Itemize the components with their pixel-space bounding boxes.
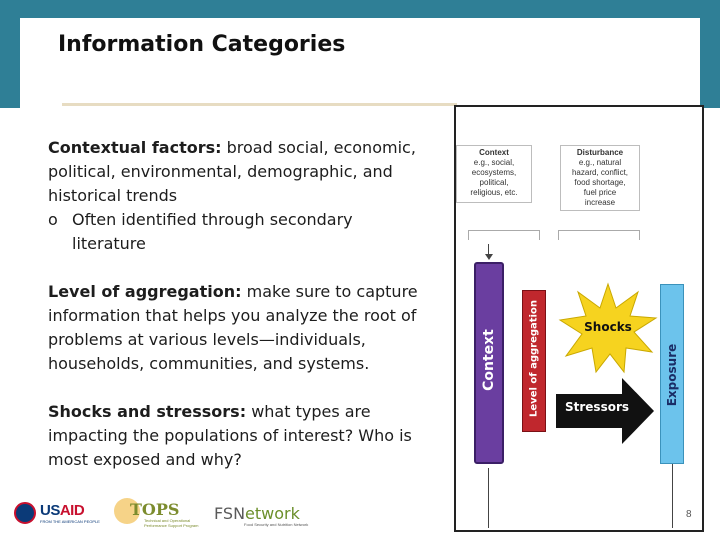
- title-divider: [62, 103, 457, 106]
- shocks-label: Shocks: [584, 320, 632, 334]
- context-box-line: ecosystems,: [471, 168, 517, 177]
- disturbance-example-box: [560, 145, 640, 211]
- bullet-aggregation-label: Level of aggregation:: [48, 282, 242, 301]
- bullet-shocks-text: what types are impacting the populations of interest? Who is most exposed and why?: [48, 402, 412, 469]
- context-box-line: religious, etc.: [470, 188, 518, 197]
- exposure-bar-label: Exposure: [665, 343, 679, 407]
- context-bracket: [468, 230, 540, 240]
- fsn-network-logo: [214, 498, 309, 530]
- disturbance-bracket: [558, 230, 640, 240]
- disturbance-box-line: fuel price: [583, 188, 617, 197]
- context-bar-label: Context: [481, 329, 497, 391]
- usaid-tagline: FROM THE AMERICAN PEOPLE: [40, 519, 100, 524]
- disturbance-box-line: e.g., natural: [578, 158, 622, 167]
- bullet-contextual: [48, 136, 428, 256]
- tops-logo: [114, 498, 202, 530]
- tops-tagline: Technical and Operational Performance Support Program: [144, 518, 199, 528]
- context-bottom-line: [488, 468, 489, 528]
- context-example-box: [456, 145, 532, 203]
- context-box-line: e.g., social,: [473, 158, 515, 167]
- slide-title: Information Categories: [58, 32, 346, 57]
- usaid-logo: [14, 498, 98, 530]
- fsn-wordmark: FSNetwork: [214, 504, 300, 523]
- bullet-contextual-label: Contextual factors:: [48, 138, 222, 157]
- context-box-line: political,: [479, 178, 509, 187]
- sub-bullet-text: Often identified through secondary literature: [72, 210, 353, 253]
- bullet-shocks-label: Shocks and stressors:: [48, 402, 247, 421]
- disturbance-box-line: increase: [584, 198, 616, 207]
- usaid-seal-icon: [14, 502, 36, 524]
- bullet-aggregation: [48, 280, 428, 376]
- sub-bullet-secondary: [48, 208, 428, 256]
- usaid-wordmark: USAID: [40, 502, 85, 519]
- bullet-shocks: [48, 400, 428, 472]
- bullet-list: [48, 136, 428, 496]
- fsn-tagline: Food Security and Nutrition Network: [244, 522, 309, 527]
- sub-bullet-marker: o: [48, 210, 58, 229]
- context-arrow-head: [485, 254, 493, 260]
- stressors-label: Stressors: [564, 400, 630, 414]
- tops-wordmark: TOPS: [130, 500, 180, 519]
- bullet-aggregation-text: make sure to capture information that helps you analyze the root of problems at various levels—individuals, households, communities, and systems.: [48, 282, 418, 373]
- exposure-bottom-line: [672, 464, 673, 528]
- bullet-contextual-text: broad social, economic, political, environmental, demographic, and historical trends: [48, 138, 416, 205]
- disturbance-box-heading: Disturbance: [576, 148, 624, 157]
- disturbance-box-line: food shortage,: [574, 178, 626, 187]
- disturbance-box-line: hazard, conflict,: [571, 168, 629, 177]
- aggregation-bar-label: Level of aggregation: [528, 300, 540, 417]
- context-box-heading: Context: [479, 148, 509, 157]
- page-number: 8: [686, 509, 692, 520]
